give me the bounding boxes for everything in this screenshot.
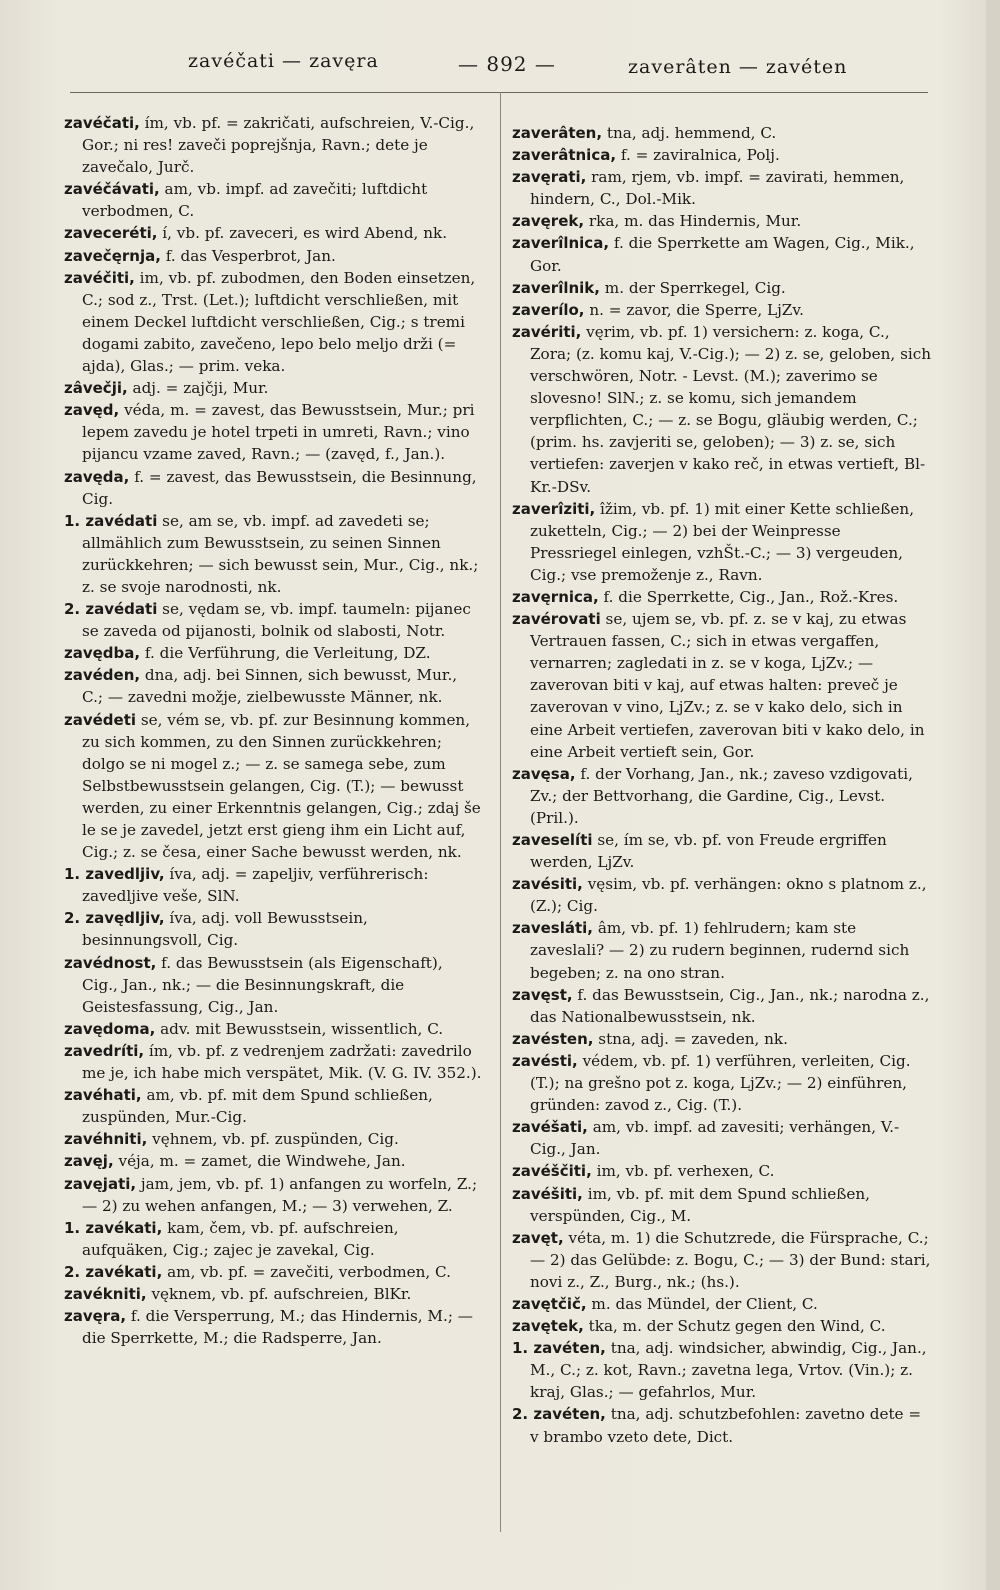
entry-headword: zavésiti, xyxy=(512,875,583,894)
entry-definition: tna, adj. hemmend, C. xyxy=(602,124,777,142)
entry-headword: zaveselíti xyxy=(512,831,593,849)
dictionary-entry xyxy=(64,377,482,399)
dictionary-entry xyxy=(64,245,482,267)
dictionary-entry xyxy=(64,1283,482,1305)
entry-headword: zavéden, xyxy=(64,666,141,685)
dictionary-entry xyxy=(512,144,932,166)
dictionary-entry xyxy=(512,763,932,829)
entry-definition: im, vb. pf. zubodmen, den Boden einsetzen, C.; sod z., Trst. (Let.); luftdicht verschließen, mit einem Deckel luftdicht verschließen, Cig.; s tremi dogami zabito, zavečeno, lepo belo meljo drži (= ajda), Glas.; — prim. veka. xyxy=(82,268,476,376)
entry-headword: 2. zavédati xyxy=(64,600,158,619)
dictionary-entry xyxy=(64,642,482,664)
entry-definition: rka, m. das Hindernis, Mur. xyxy=(584,212,802,231)
entry-definition: vęsim, vb. pf. verhängen: okno s platnom z., (Z.); Cig. xyxy=(530,875,927,916)
entry-headword: 1. zavéten, xyxy=(512,1339,606,1358)
entry-definition: véja, m. = zamet, die Windwehe, Jan. xyxy=(113,1152,406,1171)
entry-headword: zavętek, xyxy=(512,1317,584,1336)
entry-headword: zavéhniti, xyxy=(64,1130,148,1149)
entry-definition: f. die Versperrung, M.; das Hindernis, M.; — die Sperrkette, M.; die Radsperre, Jan. xyxy=(82,1307,473,1348)
dictionary-entry xyxy=(512,166,932,210)
dictionary-entry xyxy=(64,399,482,465)
entry-definition: védem, vb. pf. 1) verführen, verleiten, Cig. (T.); na grešno pot z. koga, LjZv.; — 2) einführen, gründen: zavod z., Cig. (T.). xyxy=(530,1051,911,1115)
dictionary-entry xyxy=(64,1018,482,1040)
entry-headword: 1. zavékati, xyxy=(64,1218,163,1237)
entry-definition: kam, čem, vb. pf. aufschreien, aufquäken, Cig.; zajec je zavekal, Cig. xyxy=(82,1218,399,1259)
entry-definition: vęrim, vb. pf. 1) versichern: z. koga, C., Zora; (z. komu kaj, V.-Cig.); — 2) z. se, geloben, sich verschwören, Notr. - Levst. (M.); zaverimo se slovesno! SlN.; z. se komu, sich jemandem verpflichten, C.; — z. se Bogu, gläubig werden, C.; (prim. hs. zavjeriti se, geloben); — 3) z. se, sich vertiefen: zaverjen v kako reč, in etwas vertieft, Bl-Kr.-DSv. xyxy=(530,322,932,496)
entry-definition: íva, adj. = zapeljiv, verführerisch: zavedljive veše, SlN. xyxy=(82,865,429,906)
dictionary-entry xyxy=(512,1403,932,1447)
dictionary-entry xyxy=(512,1028,932,1050)
dictionary-entry xyxy=(64,178,482,222)
entry-definition: se, ujem se, vb. pf. z. se v kaj, zu etwas Vertrauen fassen, C.; sich in etwas vergaffen, vernarren; zagledati in z. se v koga, LjZv.; — zaverovan biti v kaj, auf etwas halten: preveč je zaverovan v vino, LjZv.; z. se v kako delo, sich in eine Arbeit vertiefen, zaverovan biti v kako delo, in eine Arbeit vertieft sein, Gor. xyxy=(530,610,925,761)
entry-headword: 1. zavédati xyxy=(64,511,158,530)
entry-headword: zavędoma, xyxy=(64,1019,156,1038)
dictionary-entry xyxy=(64,1261,482,1283)
entry-headword: zavędba, xyxy=(64,644,141,663)
entry-headword: zaverîlnik, xyxy=(512,278,600,297)
entry-headword: 2. zavędljiv, xyxy=(64,909,165,928)
dictionary-entry xyxy=(64,907,482,951)
right-column xyxy=(512,122,932,1562)
entry-headword: zavęrati, xyxy=(512,168,587,187)
entry-headword: zavęjati, xyxy=(64,1174,137,1193)
entry-definition: ím, vb. pf. = zakričati, aufschreien, V.-Cig., Gor.; ni res! zaveči poprejšnja, Ravn.; dete je zavečalo, Jurč. xyxy=(82,114,475,177)
entry-headword: zavésten, xyxy=(512,1029,594,1048)
dictionary-entry xyxy=(512,1050,932,1116)
entry-headword: zavéšati, xyxy=(512,1118,588,1137)
entry-definition: véda, m. = zavest, das Bewusstsein, Mur.; pri lepem zavedu je hotel trpeti in umreti, Ravn.; vino pijancu vzame zaved, Ravn.; — (zavęd, f., Jan.). xyxy=(82,401,475,464)
dictionary-entry xyxy=(64,664,482,708)
entry-definition: âm, vb. pf. 1) fehlrudern; kam ste zaveslali? — 2) zu rudern beginnen, rudernd sich begeben; z. na ono stran. xyxy=(530,919,910,982)
entry-headword: zavęt, xyxy=(512,1228,564,1247)
entry-definition: véta, m. 1) die Schutzrede, die Fürsprache, C.; — 2) das Gelübde: z. Bogu, C.; — 3) der Bund: stari, novi z., Z., Burg., nk.; (hs.). xyxy=(530,1228,931,1291)
entry-definition: vęknem, vb. pf. aufschreien, BlKr. xyxy=(146,1284,412,1303)
entry-headword: zaverâten, xyxy=(512,124,603,142)
entry-headword: zavęd, xyxy=(64,401,120,420)
dictionary-entry xyxy=(64,1150,482,1172)
entry-definition: ím, vb. pf. z vedrenjem zadržati: zavedrilo me je, ich habe mich verspätet, Mik. (V. G. IV. 352.). xyxy=(82,1041,482,1083)
page-edge xyxy=(986,0,1000,1590)
entry-headword: zâvečji, xyxy=(64,379,128,398)
entry-definition: f. die Verführung, die Verleitung, DZ. xyxy=(140,644,431,663)
entry-headword: zavédnost, xyxy=(64,953,157,972)
entry-headword: 2. zavéten, xyxy=(512,1405,606,1424)
dictionary-entry xyxy=(512,210,932,232)
dictionary-entry xyxy=(512,1116,932,1160)
entry-definition: f. = zavest, das Bewusstsein, die Besinnung, Cig. xyxy=(82,467,477,508)
entry-definition: im, vb. pf. verhexen, C. xyxy=(591,1162,775,1181)
dictionary-entry xyxy=(64,112,482,178)
entry-headword: zavériti, xyxy=(512,322,582,341)
entry-definition: m. der Sperrkegel, Cig. xyxy=(599,278,786,297)
entry-headword: zavęrnica, xyxy=(512,587,599,606)
entry-definition: am, vb. pf. mit dem Spund schließen, zuspünden, Mur.-Cig. xyxy=(82,1086,433,1127)
entry-definition: í, vb. pf. zaveceri, es wird Abend, nk. xyxy=(157,224,448,243)
page-number: — 892 — xyxy=(458,52,556,76)
dictionary-entry xyxy=(64,863,482,907)
entry-definition: am, vb. impf. ad zavečiti; luftdicht verbodmen, C. xyxy=(82,180,428,221)
dictionary-entry xyxy=(64,466,482,510)
entry-definition: adj. = zajčji, Mur. xyxy=(127,379,269,398)
entry-definition: m. das Mündel, der Client, C. xyxy=(586,1294,818,1313)
dictionary-entry xyxy=(512,321,932,498)
header-rule xyxy=(70,92,928,93)
entry-headword: zavesláti, xyxy=(512,919,594,938)
dictionary-entry xyxy=(512,917,932,983)
dictionary-entry xyxy=(512,299,932,321)
dictionary-entry xyxy=(64,267,482,377)
entry-definition: tka, m. der Schutz gegen den Wind, C. xyxy=(583,1317,886,1336)
entry-headword: zavékniti, xyxy=(64,1284,147,1303)
dictionary-entry xyxy=(64,510,482,598)
entry-headword: zavętčič, xyxy=(512,1294,587,1313)
entry-definition: f. die Sperrkette am Wagen, Cig., Mik., Gor. xyxy=(530,234,915,275)
entry-headword: zavéčiti, xyxy=(64,268,135,287)
entry-definition: tna, adj. schutzbefohlen: zavetno dete = v brambo vzeto dete, Dict. xyxy=(530,1405,922,1446)
entry-definition: am, vb. impf. ad zavesiti; verhängen, V.-Cig., Jan. xyxy=(530,1118,900,1159)
entry-headword: zavęj, xyxy=(64,1152,114,1171)
entry-definition: vęhnem, vb. pf. zuspünden, Cig. xyxy=(147,1130,399,1149)
entry-headword: zavésti, xyxy=(512,1051,578,1070)
dictionary-entry xyxy=(512,608,932,763)
dictionary-entry xyxy=(64,1217,482,1261)
header-left-guideword: zavéčati — zavęra xyxy=(188,50,379,72)
entry-definition: se, vém se, vb. pf. zur Besinnung kommen, zu sich kommen, zu den Sinnen zurückkehren; dolgo se ni mogel z.; — z. se samega sebe, zum Selbstbewusstsein gelangen, Cig. (T.); — bewusst werden, zu einer Erkenntnis gelangen, Cig.; zdaj še le se je zavedel, jetzt erst gieng ihm ein Licht auf, Cig.; z. se česa, einer Sache bewusst werden, nk. xyxy=(82,710,481,862)
dictionary-entry xyxy=(512,1227,932,1293)
dictionary-entry xyxy=(512,232,932,276)
entry-definition: se, ím se, vb. pf. von Freude ergriffen werden, LjZv. xyxy=(530,831,887,872)
entry-headword: zavęda, xyxy=(64,467,130,486)
dictionary-entry xyxy=(64,1128,482,1150)
entry-headword: zavęra, xyxy=(64,1307,127,1326)
entry-definition: f. das Bewusstsein (als Eigenschaft), Cig., Jan., nk.; — die Besinnungskraft, die Geistesfassung, Cig., Jan. xyxy=(82,953,443,1016)
header-right-guideword: zaverâten — zavéten xyxy=(628,56,848,78)
dictionary-entry xyxy=(64,1084,482,1128)
dictionary-entry xyxy=(64,1040,482,1084)
entry-definition: tna, adj. windsicher, abwindig, Cig., Jan., M., C.; z. kot, Ravn.; zavetna lega, Vrtov. (Vin.); z. kraj, Glas.; — gefahrlos, Mur. xyxy=(530,1339,927,1402)
entry-headword: zavéhati, xyxy=(64,1086,142,1105)
dictionary-entry xyxy=(64,1173,482,1217)
dictionary-entry xyxy=(512,277,932,299)
entry-definition: adv. mit Bewusstsein, wissentlich, C. xyxy=(155,1019,444,1038)
entry-definition: se, am se, vb. impf. ad zavedeti se; allmählich zum Bewusstsein, zu seinen Sinnen zurückkehren; — sich bewusst sein, Mur., Cig., nk.; z. se svoje narodnosti, nk. xyxy=(82,511,479,596)
dictionary-entry xyxy=(512,1183,932,1227)
left-column xyxy=(64,112,482,1552)
column-divider xyxy=(500,92,501,1532)
dictionary-entry xyxy=(512,829,932,873)
dictionary-entry xyxy=(64,598,482,642)
dictionary-entry xyxy=(512,873,932,917)
entry-headword: zavedríti, xyxy=(64,1041,145,1060)
dictionary-entry xyxy=(512,586,932,608)
dictionary-entry xyxy=(64,709,482,864)
entry-definition: stna, adj. = zaveden, nk. xyxy=(593,1029,788,1048)
entry-headword: zaverílo, xyxy=(512,300,585,319)
entry-definition: f. der Vorhang, Jan., nk.; zaveso vzdigovati, Zv.; der Bettvorhang, die Gardine, Cig., Levst. (Pril.). xyxy=(530,764,913,827)
entry-headword: zavęsa, xyxy=(512,764,576,783)
entry-headword: zavečęrnja, xyxy=(64,246,161,265)
entry-headword: zaverîlnica, xyxy=(512,234,610,253)
entry-definition: f. das Vesperbrot, Jan. xyxy=(160,246,336,265)
entry-headword: zavéšiti, xyxy=(512,1184,583,1203)
entry-definition: jam, jem, vb. pf. 1) anfangen zu worfeln, Z.; — 2) zu wehen anfangen, M.; — 3) verwehen, Z. xyxy=(82,1174,478,1215)
dictionary-entry xyxy=(64,1305,482,1349)
dictionary-entry xyxy=(64,952,482,1018)
entry-definition: f. = zaviralnica, Polj. xyxy=(616,146,780,165)
entry-headword: zavéčávati, xyxy=(64,180,160,199)
entry-headword: zavęst, xyxy=(512,985,573,1004)
entry-headword: zavéščiti, xyxy=(512,1162,592,1181)
entry-definition: îžim, vb. pf. 1) mit einer Kette schließen, zuketteln, Cig.; — 2) bei der Weinpresse Pressriegel einlegen, vzhŠt.-C.; — 3) vergeuden, Cig.; vse premoženje z., Ravn. xyxy=(530,499,915,584)
entry-definition: se, vędam se, vb. impf. taumeln: pijanec se zaveda od pijanosti, bolnik od slabosti, Notr. xyxy=(82,600,471,641)
entry-headword: zavédeti xyxy=(64,710,137,729)
dictionary-entry xyxy=(512,1293,932,1315)
entry-headword: zaverâtnica, xyxy=(512,146,617,165)
dictionary-entry xyxy=(512,122,932,144)
entry-definition: dna, adj. bei Sinnen, sich bewusst, Mur., C.; — zavedni možje, zielbewusste Männer, nk. xyxy=(82,666,458,707)
entry-definition: íva, adj. voll Bewusstsein, besinnungsvoll, Cig. xyxy=(82,909,368,950)
entry-definition: n. = zavor, die Sperre, LjZv. xyxy=(584,300,804,319)
dictionary-entry xyxy=(512,1160,932,1182)
entry-definition: ram, rjem, vb. impf. = zavirati, hemmen, hindern, C., Dol.-Mik. xyxy=(530,168,905,209)
entry-definition: am, vb. pf. = zavečiti, verbodmen, C. xyxy=(162,1262,451,1281)
entry-headword: zavérovati xyxy=(512,610,601,629)
entry-headword: zavéčati, xyxy=(64,114,140,132)
entry-headword: zaverîziti, xyxy=(512,499,596,518)
dictionary-entry xyxy=(512,1315,932,1337)
entry-definition: im, vb. pf. mit dem Spund schließen, verspünden, Cig., M. xyxy=(530,1184,870,1225)
dictionary-entry xyxy=(512,498,932,586)
entry-headword: zavęrek, xyxy=(512,212,585,231)
entry-headword: zaveceréti, xyxy=(64,224,158,243)
running-head xyxy=(0,50,1000,90)
dictionary-entry xyxy=(64,222,482,244)
entry-definition: f. das Bewusstsein, Cig., Jan., nk.; narodna z., das Nationalbewusstsein, nk. xyxy=(530,985,930,1026)
entry-definition: f. die Sperrkette, Cig., Jan., Rož.-Kres. xyxy=(598,587,899,606)
entry-headword: 1. zavedljiv, xyxy=(64,865,165,884)
dictionary-entry xyxy=(512,1337,932,1403)
entry-headword: 2. zavékati, xyxy=(64,1262,163,1281)
dictionary-entry xyxy=(512,984,932,1028)
